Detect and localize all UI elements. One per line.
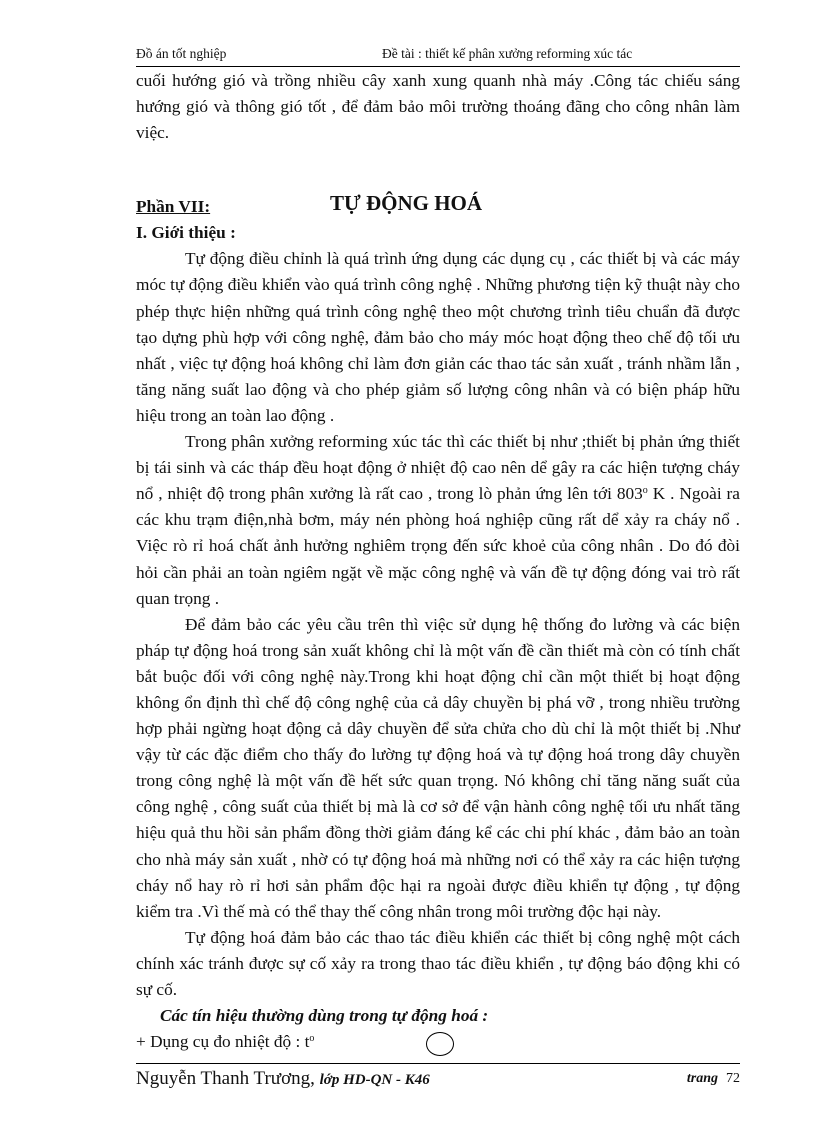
circle-symbol-icon: [426, 1032, 454, 1056]
section-heading: [136, 190, 740, 220]
author-name: Nguyễn Thanh Trương,: [136, 1068, 315, 1089]
subheading: I. Giới thiệu :: [136, 223, 236, 243]
paragraph-measurement: Để đảm bảo các yêu cầu trên thì việc sử dụng hệ thống đo lường và các biện pháp tự động hoá trong sản xuất không chỉ là một vấn đề cần thiết mà còn có tính chất bắt buộc đối với công nghệ này.Trong khi hoạt động chỉ cần một thiết bị hoạt động không ổn định thì chế độ công nghệ của cả dây chuyền bị phá vỡ , trong nhiều trường hợp phải ngừng hoạt động cả dây chuyền để sửa chửa cho dù chỉ là một thiết bị .Như vậy từ các đặc điểm cho thấy đo lường tự động hoá và tự động hoá trong dây chuyền trong công nghệ là một vấn đề hết sức quan trọng. Nó không chỉ tăng năng suất của công nghệ , công suất của thiết bị mà là cơ sở để vận hành công nghệ tối ưu nhất tăng hiệu quả thu hồi sản phẩm đồng thời giảm đáng kể các chi phí khác , đảm bảo an toàn cho nhà máy sản xuất , nhờ có tự động hoá mà những nơi có thể xảy ra các hiện tượng cháy nổ hay rò rỉ hơi sản phẩm độc hại ra ngoài được điều khiển tự động , tự động kiểm tra .Vì thế mà có thể thay thế công nhân trong môi trường độc hại này.: [136, 614, 740, 921]
paragraph-definition: Tự động điều chỉnh là quá trình ứng dụng các dụng cụ , các thiết bị và các máy móc tự động điều khiển vào quá trình công nghệ . Những phương tiện kỹ thuật này cho phép thực hiện những quá trình công nghệ theo một chương trình tiêu chuẩn đã được tạo dựng phù hợp với công nghệ, đảm bảo cho máy móc hoạt động theo chế độ tối ưu nhất , việc tự động hoá không chỉ làm đơn giản các thao tác sản xuất , tránh nhầm lẫn , tăng năng suất lao động và cho phép giảm số lượng công nhân và có biện pháp hữu hiệu trong an toàn lao động .: [136, 249, 740, 425]
document-body: [136, 68, 740, 1055]
paragraph-temperature-before: Trong phân xưởng reforming xúc tác thì các thiết bị như ;thiết bị phản ứng thiết bị tái sinh và các tháp đều hoạt động ở nhiệt độ cao nên dể gây ra các hiện tượng cháy nổ , nhiệt độ trong phân xưởng là rất cao , trong lò phản ứng lên tới 803: [136, 432, 740, 504]
list-item-superscript: o: [309, 1033, 315, 1045]
intro-paragraph: cuối hướng gió và trồng nhiều cây xanh xung quanh nhà máy .Công tác chiếu sáng hướng gió và thông gió tốt , để đảm bảo môi trường thoáng đãng cho công nhân làm việc.: [136, 71, 740, 143]
section-title: TỰ ĐỘNG HOÁ: [330, 191, 483, 216]
page-header: [136, 44, 740, 67]
footer-author: [136, 1068, 430, 1090]
page-number: [687, 1071, 740, 1087]
degree-superscript: o: [642, 485, 648, 497]
footer-divider: [136, 1063, 740, 1064]
paragraph-control: Tự động hoá đảm bảo các thao tác điều khiển các thiết bị công nghệ một cách chính xác tránh được sự cố xảy ra trong thao tác điều khiển , tự động báo động khi có sự cố.: [136, 927, 740, 999]
header-document-type: Đồ án tốt nghiệp: [136, 46, 227, 61]
paragraph-temperature: [136, 429, 740, 612]
signals-heading: Các tín hiệu thường dùng trong tự động hoá :: [160, 1006, 489, 1026]
page-word: trang: [686, 1071, 718, 1086]
page-number-value: 72: [726, 1071, 740, 1086]
class-label: lớp HD-QN - K46: [319, 1072, 430, 1088]
page-footer: [136, 1068, 740, 1094]
paragraph-temperature-after: K . Ngoài ra các khu trạm điện,nhà bơm, máy nén phòng hoá nghiệp cũng rất dể xảy ra cháy nổ . Việc rò rỉ hoá chất ảnh hưởng nghiêm trọng đến sức khoẻ của công nhân . Do đó đòi hỏi cần phải an toàn ngiêm ngặt về mặc công nghệ và vấn đề tự động đóng vai trò rất quan trọng .: [136, 484, 740, 608]
section-label: Phần VII:: [136, 197, 211, 217]
header-topic: Đề tài : thiết kế phân xưởng reforming xúc tác: [382, 46, 633, 61]
list-item: [136, 1029, 740, 1055]
list-item-text: + Dụng cụ đo nhiệt độ : t: [136, 1032, 310, 1052]
